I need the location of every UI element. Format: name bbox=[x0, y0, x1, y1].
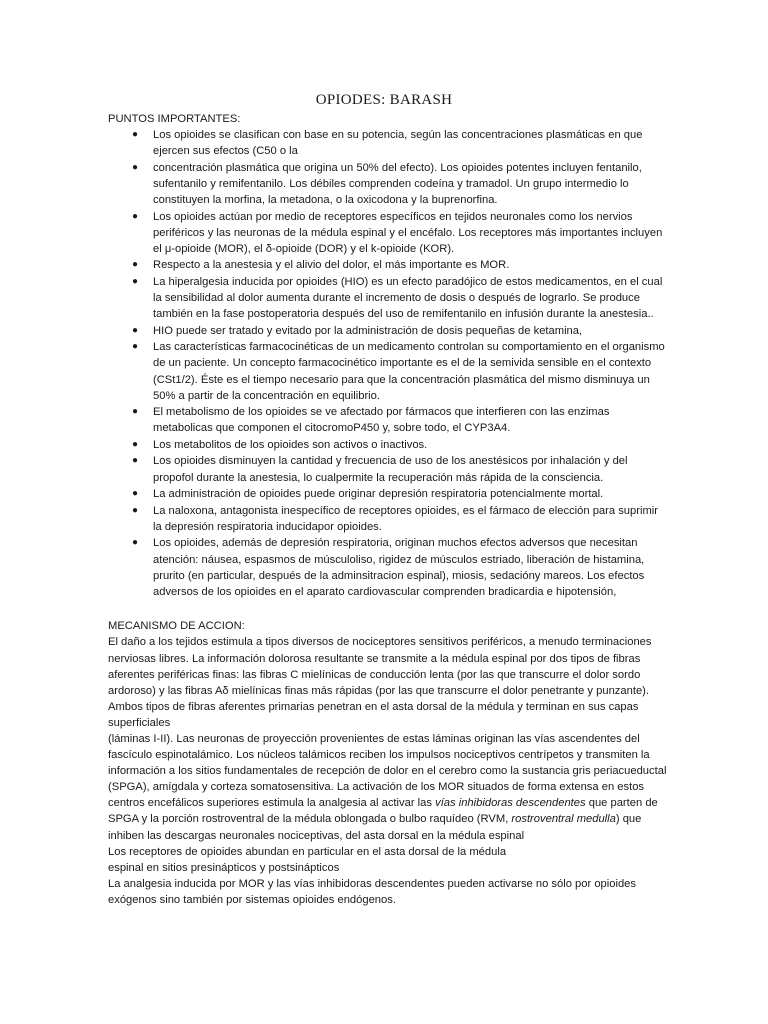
list-item: ● Los opioides se clasifican con base en su potencia, según las concentraciones plasmáticas en que ejercen sus efectos (C50 o la bbox=[132, 129, 643, 158]
bullet-icon: ● bbox=[132, 259, 139, 271]
list-item: ● Los opioides actúan por medio de receptores específicos en tejidos neuronales como los nervios periféricos y las neuronas de la médula espinal y el encéfalo. Los receptores más importantes incluyen el μ-opioide (MOR), el δ-opioide (DOR) y el k-opioide (KOR). bbox=[132, 210, 663, 255]
bullet-icon: ● bbox=[132, 210, 139, 222]
document-title: OPIODES: BARASH bbox=[315, 92, 453, 108]
bullet-icon: ● bbox=[132, 438, 139, 450]
list-item: ● Respecto a la anestesia y el alivio del dolor, el más importante es MOR. bbox=[108, 257, 668, 273]
document-body bbox=[108, 111, 668, 908]
bullet-icon: ● bbox=[132, 275, 139, 287]
paragraph: El daño a los tejidos estimula a tipos diversos de nociceptores sensitivos periféricos, a menudo terminaciones nerviosas libres. La información dolorosa resultante se transmite a la médula espinal por dos tipos de fibras aferentes periféricas finas: las fibras C mielínicas de conducción lenta (por las que transcurre el dolor sordo ardoroso) y las fibras Aδ mielínicas finas más rápidas (por las que transcurre el dolor penetrante y punzante). Ambos tipos de fibras aferentes primarias penetran en el asta dorsal de la médula y terminan en sus capas superficiales bbox=[108, 636, 652, 729]
paragraph: (láminas I-II). Las neuronas de proyección provenientes de estas láminas originan las vías ascendentes del fascículo espinotalámico. Los núcleos talámicos reciben los impulsos nociceptivos centrípetos y transmiten la información a los sitios fundamentales de recepción de dolor en el cerebro como la sustancia gris periacueductal (SPGA), amígdala y corteza somatosensitiva. La activación de los MOR situados de forma extensa en estos centros encefálicos superiores estimula la analgesia al activar las vías inhibidoras descendentes que parten de SPGA y la porción rostroventral de la médula oblongada o bulbo raquídeo (RVM, rostroventral medulla) que inhiben las descargas neuronales nociceptivas, del asta dorsal en la médula espinal bbox=[108, 732, 667, 842]
section-spacer bbox=[108, 600, 668, 618]
list-item: ● La naloxona, antagonista inespecífico de receptores opioides, es el fármaco de elección para suprimir la depresión respiratoria inducidapor opioides. bbox=[132, 504, 658, 533]
list-item: ● La hiperalgesia inducida por opioides (HIO) es un efecto paradójico de estos medicamentos, en el cual la sensibilidad al dolor aumenta durante el incremento de dosis o después de lograrlo. Se produce también en la fase postoperatoria después del uso de remifentanilo en infusión durante la anestesia.. bbox=[132, 275, 663, 321]
bullet-icon: ● bbox=[132, 406, 139, 418]
list-item: ● concentración plasmática que origina un 50% del efecto). Los opioides potentes incluyen fentanilo, sufentanilo y remifentanilo. Los débiles comprenden codeína y tramadol. Un grupo intermedio lo constituyen la morfina, la metadona, o la oxicodona y la buprenorfina. bbox=[132, 161, 642, 206]
list-item: ● El metabolismo de los opioides se ve afectado por fármacos que interfieren con las enzimas metabolicas que componen el citocromoP450 y, sobre todo, el CYP3A4. bbox=[132, 406, 610, 435]
bullet-icon: ● bbox=[132, 455, 139, 467]
list-item: ● Los opioides disminuyen la cantidad y frecuencia de uso de los anestésicos por inhalación y del propofol durante la anestesia, lo cualpermite la recuperación más rápida de la consciencia. bbox=[132, 455, 628, 484]
paragraph: La analgesia inducida por MOR y las vías inhibidoras descendentes pueden activarse no sólo por opioides exógenos sino también por sistemas opioides endógenos. bbox=[108, 877, 637, 906]
bullet-icon: ● bbox=[132, 324, 139, 336]
list-item: ● HIO puede ser tratado y evitado por la administración de dosis pequeñas de ketamina, bbox=[108, 323, 668, 339]
bullet-icon: ● bbox=[132, 537, 139, 549]
list-item: ● Los opioides, además de depresión respiratoria, originan muchos efectos adversos que necesitan atención: náusea, espasmos de músculoliso, rigidez de músculos estriado, liberación de histamina, prurito (en particular, después de la adminsitracion espinal), miosis, sedacióny mareos. Los efectos adversos de los opioides en el aparato cardiovascular comprenden bradicardia e hipotensión, bbox=[132, 537, 645, 598]
section-mecanismo bbox=[108, 618, 668, 908]
list-item: ● Las características farmacocinéticas de un medicamento controlan su comportamiento en el organismo de un paciente. Un concepto farmacocinético importante es el de la semivida sensible en el contexto (CSt1/2). Éste es el tiempo necesario para que la concentración plasmática del mismo disminuya un 50% a partir de la concentración en equilibrio. bbox=[132, 341, 665, 402]
bullet-icon: ● bbox=[132, 488, 139, 500]
bullet-icon: ● bbox=[132, 341, 139, 353]
section-heading-puntos: PUNTOS IMPORTANTES: bbox=[108, 113, 241, 125]
bullet-icon: ● bbox=[132, 129, 139, 141]
list-item: ● Los metabolitos de los opioides son activos o inactivos. bbox=[108, 437, 668, 453]
bullet-icon: ● bbox=[132, 161, 139, 173]
paragraph: espinal en sitios presinápticos y postsinápticos bbox=[108, 861, 340, 874]
list-item: ● La administración de opioides puede originar depresión respiratoria potencialmente mortal. bbox=[108, 486, 668, 502]
paragraph: Los receptores de opioides abundan en particular en el asta dorsal de la médula bbox=[108, 845, 507, 858]
section-heading-mecanismo: MECANISMO DE ACCION: bbox=[108, 620, 245, 633]
bullet-icon: ● bbox=[132, 504, 139, 516]
bullet-list bbox=[108, 127, 668, 600]
